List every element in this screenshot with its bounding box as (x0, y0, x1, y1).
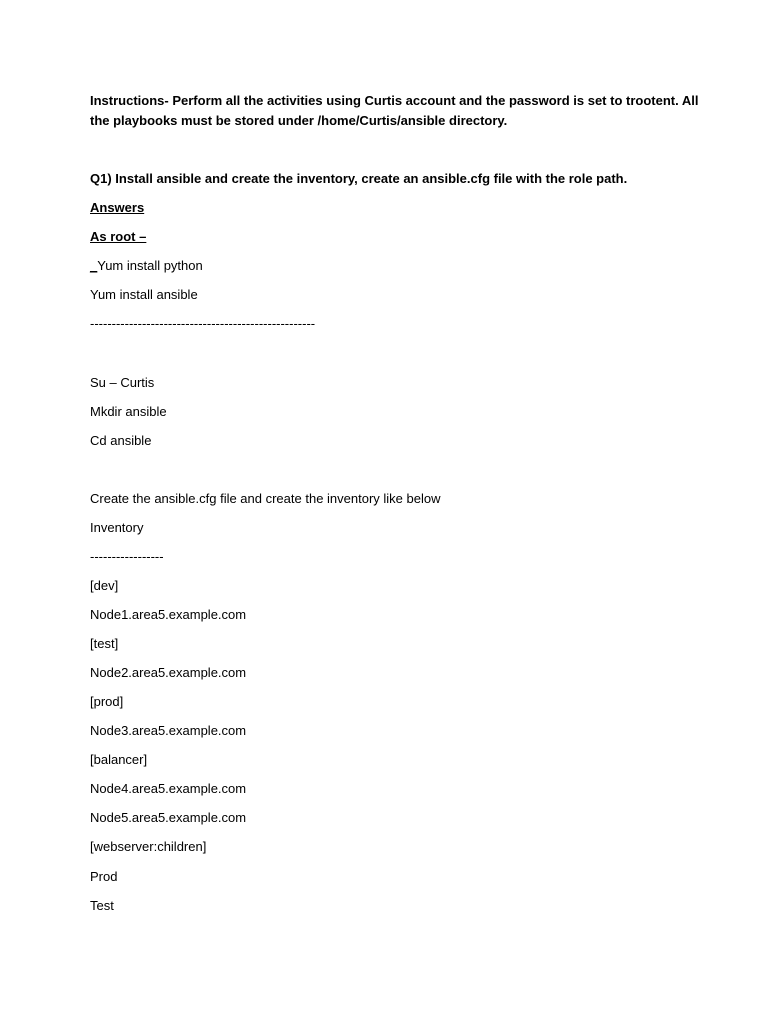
inventory-host-node4: Node4.area5.example.com (90, 781, 247, 796)
inventory-group-balancer: [balancer] (90, 752, 148, 767)
inventory-host-node1: Node1.area5.example.com (90, 607, 247, 622)
separator-short: ----------------- (90, 549, 164, 564)
as-root-heading: As root – (90, 229, 147, 244)
create-cfg-line: Create the ansible.cfg file and create the inventory like below (90, 491, 441, 506)
yum-install-ansible-line: Yum install ansible (90, 287, 198, 302)
separator-long: ---------------------------------------------------- (90, 316, 316, 331)
inventory-host-node2: Node2.area5.example.com (90, 665, 247, 680)
yum-install-python-line (90, 256, 203, 276)
mkdir-line: Mkdir ansible (90, 404, 167, 419)
inventory-host-node3: Node3.area5.example.com (90, 723, 247, 738)
inventory-child-test: Test (90, 898, 114, 913)
answers-heading: Answers (90, 200, 145, 215)
yum-install-python-text: Yum install python (97, 258, 203, 273)
inventory-label: Inventory (90, 520, 144, 535)
inventory-group-dev: [dev] (90, 578, 119, 593)
inventory-child-prod: Prod (90, 869, 118, 884)
question-1: Q1) Install ansible and create the inventory, create an ansible.cfg file with the role path. (90, 171, 628, 186)
su-curtis-line: Su – Curtis (90, 375, 155, 390)
inventory-group-test: [test] (90, 636, 119, 651)
inventory-host-node5: Node5.area5.example.com (90, 810, 247, 825)
inventory-group-webserver-children: [webserver:children] (90, 839, 207, 854)
instructions-paragraph: Instructions- Perform all the activities using Curtis account and the password is set to trootent. All the playbooks must be stored under /home/Curtis/ansible directory. (90, 93, 699, 128)
inventory-group-prod: [prod] (90, 694, 124, 709)
cd-line: Cd ansible (90, 433, 152, 448)
leading-mark: _ (90, 258, 98, 273)
